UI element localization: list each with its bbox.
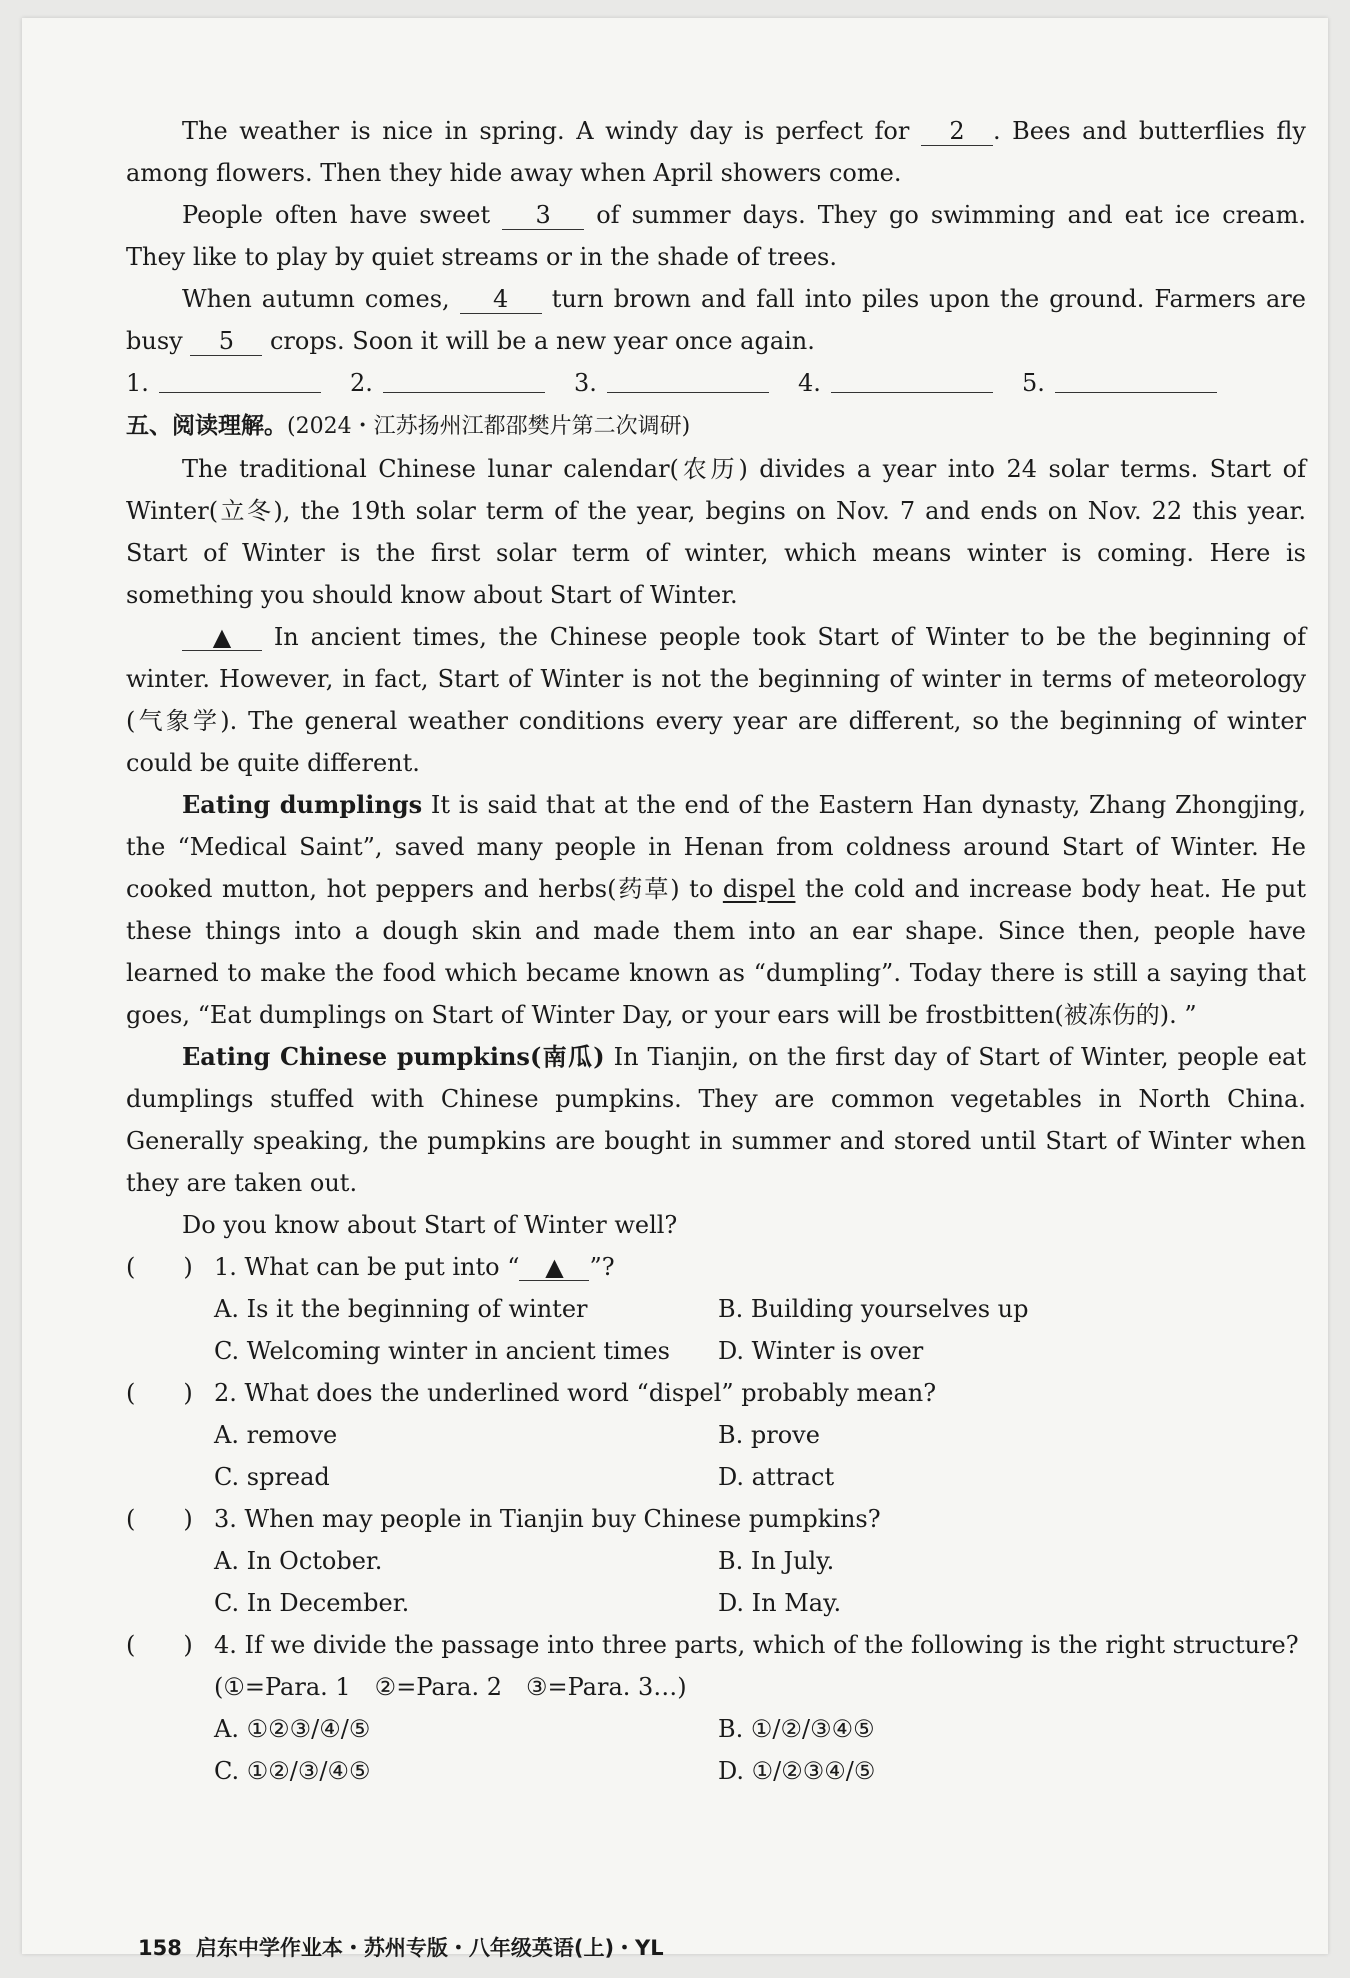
cloze-autumn-paragraph: When autumn comes, 4 turn brown and fall into piles upon the ground. Farmers are busy 5 crops. Soon it will be a new year once again. [126,285,1306,355]
question-2-options-row-2 [214,1456,1306,1498]
answer-line-2[interactable]: 2. [350,362,574,404]
answer-bracket-1[interactable]: ( ) [126,1253,193,1281]
option[interactable]: C. ①②/③/④⑤ [214,1757,371,1785]
question-3-options-row-1 [214,1540,1306,1582]
answer-line-5[interactable]: 5. [1022,362,1246,404]
option[interactable]: C. In December. [214,1589,410,1617]
answer-line-4[interactable]: 4. [798,362,1022,404]
passage-paragraph-1: The traditional Chinese lunar calendar(农历) divides a year into 24 solar terms. Start of Winter(立冬), the 19th solar term of the year, begins on Nov. 7 and ends on Nov. 22 this year. Start of Winter is the first solar term of winter, which means winter is coming. Here is something you should know about Start of Winter. [126,455,1306,609]
option[interactable]: A. remove [214,1421,338,1449]
page-content [126,110,1306,1792]
question-1: ( ) 1. What can be put into “ ▲ ”? [126,1246,1306,1288]
option[interactable]: A. In October. [214,1547,383,1575]
option[interactable]: D. ①/②③④/⑤ [718,1757,876,1785]
cloze-blank-3: 3 [502,201,584,230]
section-heading: 五、阅读理解。(2024・江苏扬州江都邵樊片第二次调研) [126,413,691,439]
cloze-answer-lines [126,362,1306,404]
question-1-options-row-2 [214,1330,1306,1372]
cloze-summer-paragraph: People often have sweet 3 of summer days. They go swimming and eat ice cream. They like to play by quiet streams or in the shade of trees. [126,201,1307,271]
cloze-spring-paragraph: The weather is nice in spring. A windy day is perfect for 2 . Bees and butterflies fly among flowers. Then they hide away when April showers come. [126,117,1306,187]
answer-line-1[interactable]: 1. [126,362,350,404]
passage-paragraph-3: Eating dumplings It is said that at the end of the Eastern Han dynasty, Zhang Zhongjing, the “Medical Saint”, saved many people in Henan from coldness around Start of Winter. He cooked mutton, hot peppers and herbs(药草) to dispel the cold and increase body heat. He put these things into a dough skin and made them into an ear shape. Since then, people have learned to make the food which became known as “dumpling”. Today there is still a saying that goes, “Eat dumplings on Start of Winter Day, or your ears will be frostbitten(被冻伤的). ” [126,790,1307,1029]
option[interactable]: B. prove [718,1421,820,1449]
page-footer [138,1932,664,1962]
question-4-options-row-1 [214,1708,1306,1750]
paragraph-3-heading: Eating dumplings [182,790,423,819]
answer-bracket-2[interactable]: ( ) [126,1379,193,1407]
answer-line-3[interactable]: 3. [574,362,798,404]
question-1-options-row-1 [214,1288,1306,1330]
option[interactable]: D. attract [718,1463,835,1491]
answer-bracket-3[interactable]: ( ) [126,1505,193,1533]
cloze-blank-4: 4 [460,285,542,314]
option[interactable]: C. Welcoming winter in ancient times [214,1337,670,1365]
option[interactable]: A. Is it the beginning of winter [214,1295,588,1323]
passage-paragraph-5: Do you know about Start of Winter well? [182,1211,678,1239]
option[interactable]: D. Winter is over [718,1337,924,1365]
question-2: ( ) 2. What does the underlined word “dispel” probably mean? [126,1372,1306,1414]
option[interactable]: A. ①②③/④/⑤ [214,1715,371,1743]
question-4-subnote: (①=Para. 1 ②=Para. 2 ③=Para. 3…) [214,1673,687,1701]
book-title: 启东中学作业本・苏州专版・八年级英语(上)・YL [195,1936,664,1960]
question-4: ( ) 4. If we divide the passage into three parts, which of the following is the right structure? [126,1624,1306,1666]
triangle-blank: ▲ [182,624,262,651]
answer-bracket-4[interactable]: ( ) [126,1631,193,1659]
question-2-options-row-1 [214,1414,1306,1456]
page-number: 158 [138,1936,182,1960]
option[interactable]: B. ①/②/③④⑤ [718,1715,875,1743]
cloze-blank-5: 5 [190,327,262,356]
question-3: ( ) 3. When may people in Tianjin buy Chinese pumpkins? [126,1498,1306,1540]
worksheet-page [22,18,1328,1960]
option[interactable]: C. spread [214,1463,330,1491]
option[interactable]: D. In May. [718,1589,842,1617]
passage-paragraph-4: Eating Chinese pumpkins(南瓜) In Tianjin, on the first day of Start of Winter, people eat dumplings stuffed with Chinese pumpkins. They are common vegetables in North China. Generally speaking, the pumpkins are bought in summer and stored until Start of Winter when they are taken out. [126,1042,1306,1197]
underlined-word: dispel [722,875,796,903]
question-4-options-row-2 [214,1750,1306,1792]
option[interactable]: B. In July. [718,1547,835,1575]
question-3-options-row-2 [214,1582,1306,1624]
section-source: (2024・江苏扬州江都邵樊片第二次调研) [287,414,691,439]
option[interactable]: B. Building yourselves up [718,1295,1029,1323]
paragraph-4-heading: Eating Chinese pumpkins(南瓜) [182,1042,605,1071]
cloze-blank-2: 2 [921,117,993,146]
passage-paragraph-2: ▲ In ancient times, the Chinese people took Start of Winter to be the beginning of winter. However, in fact, Start of Winter is not the beginning of winter in terms of meteorology (气象学). The general weather conditions every year are different, so the beginning of winter could be quite different. [126,623,1306,777]
